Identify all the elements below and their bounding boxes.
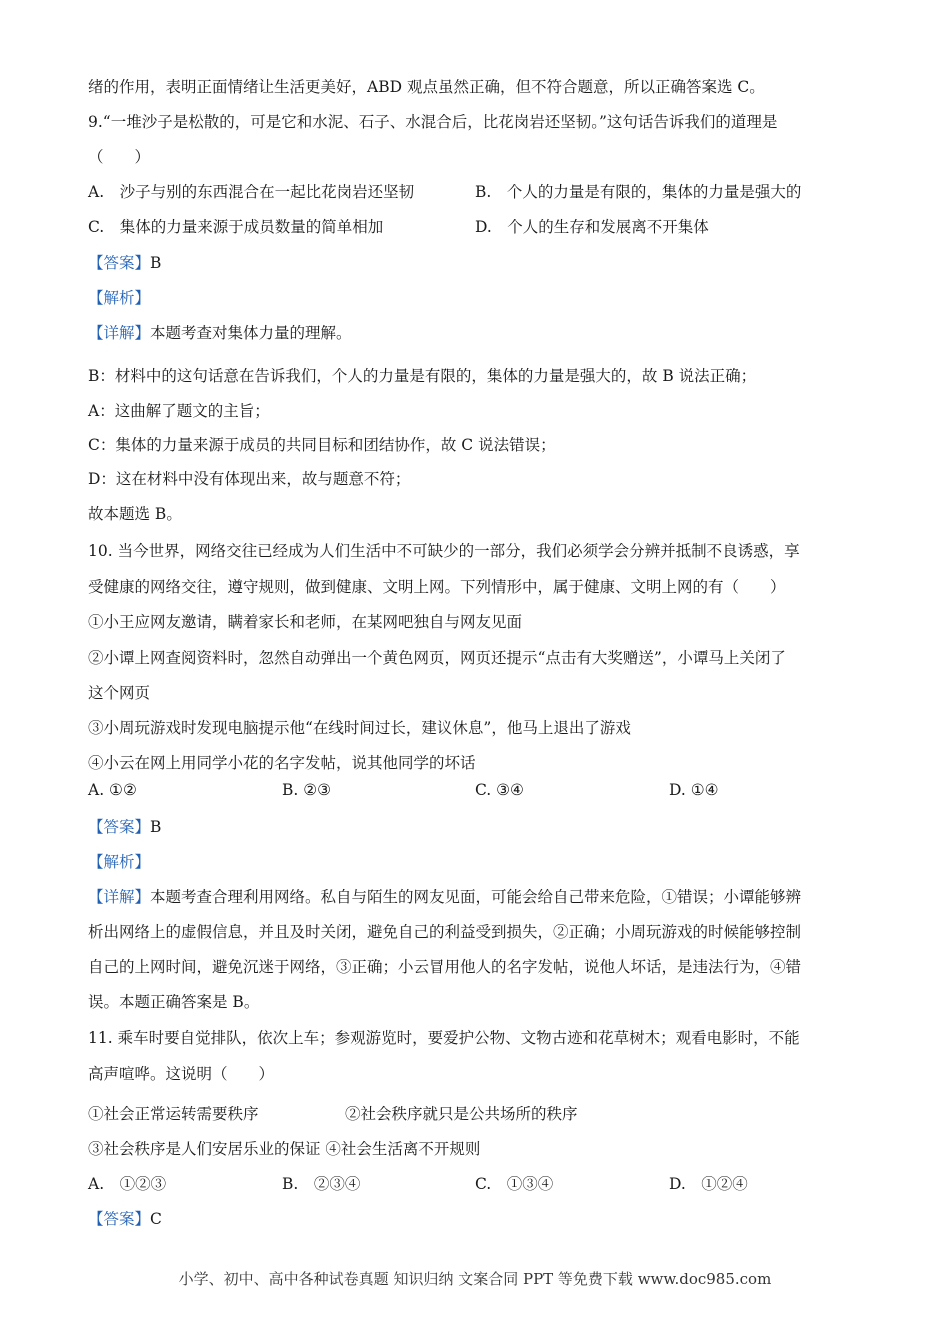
answer-option: C. ③④ [475,781,524,799]
answer-option: D. ①②④ [669,1175,748,1193]
text-line: ①小王应网友邀请，瞒着家长和老师，在某网吧独自与网友见面 [88,613,523,631]
text-line: （ ） [88,148,151,166]
page-footer: 小学、初中、高中各种试卷真题 知识归纳 文案合同 PPT 等免费下载 www.doc985.com [178,1270,772,1288]
answer-option: D. 个人的生存和发展离不开集体 [475,218,709,236]
text-line: 10. 当今世界，网络交往已经成为人们生活中不可缺少的一部分，我们必须学会分辨并抵制不良诱惑，享 [88,542,800,560]
text-line: 绪的作用，表明正面情绪让生活更美好，ABD 观点虽然正确，但不符合题意，所以正确答案选 C。 [88,78,765,96]
answer-option: D. ①④ [669,781,719,799]
tagged-line-text: C [150,1210,162,1228]
text-line: 受健康的网络交往，遵守规则，做到健康、文明上网。下列情形中，属于健康、文明上网的有（ ） [88,578,786,596]
tagged-line [88,816,890,838]
answer-option: C. 集体的力量来源于成员数量的简单相加 [88,218,384,236]
text-line: C：集体的力量来源于成员的共同目标和团结协作，故 C 说法错误； [88,436,556,454]
section-tag: 【答案】 [88,818,151,836]
text-line: ②小谭上网查阅资料时，忽然自动弹出一个黄色网页，网页还提示“点击有大奖赠送”，小谭马上关闭了 [88,649,786,667]
tagged-line [88,886,890,908]
tagged-line [88,287,890,309]
answer-option: A. ①② [88,781,137,799]
text-line: ④小云在网上用同学小花的名字发帖，说其他同学的坏话 [88,754,476,772]
answer-option: A. 沙子与别的东西混合在一起比花岗岩还坚韧 [88,183,415,201]
text-line: B：材料中的这句话意在告诉我们，个人的力量是有限的，集体的力量是强大的，故 B 说法正确； [88,367,757,385]
text-line: 故本题选 B。 [88,505,182,523]
text-line: D：这在材料中没有体现出来，故与题意不符； [88,470,411,488]
answer-option: C. ①③④ [475,1175,554,1193]
text-line: 自己的上网时间，避免沉迷于网络，③正确；小云冒用他人的名字发帖，说他人坏话，是违法行为，④错 [88,958,802,976]
tagged-line [88,322,890,344]
section-tag: 【解析】 [88,853,151,871]
text-line: 9.“一堆沙子是松散的，可是它和水泥、石子、水混合后，比花岗岩还坚韧。”这句话告诉我们的道理是 [88,113,778,131]
answer-option: A. ①②③ [88,1175,167,1193]
tagged-line [88,851,890,873]
text-line: A：这曲解了题文的主旨； [88,402,270,420]
text-line: 误。本题正确答案是 B。 [88,993,260,1011]
answer-option: B. 个人的力量是有限的，集体的力量是强大的 [475,183,802,201]
tagged-line-text: B [150,818,162,836]
text-line: 这个网页 [88,684,151,702]
text-line: 高声喧哗。这说明（ ） [88,1065,275,1083]
answer-option: ②社会秩序就只是公共场所的秩序 [345,1105,578,1123]
section-tag: 【详解】 [88,888,151,906]
tagged-line-text: 本题考查合理利用网络。私自与陌生的网友见面，可能会给自己带来危险，①错误；小谭能够辨 [150,888,802,906]
text-line: 11. 乘车时要自觉排队，依次上车；参观游览时，要爱护公物、文物古迹和花草树木；观看电影时，不能 [88,1029,800,1047]
tagged-line-text: B [150,254,162,272]
answer-option: ①社会正常运转需要秩序 [88,1105,259,1123]
section-tag: 【详解】 [88,324,151,342]
section-tag: 【答案】 [88,254,151,272]
answer-option: B. ②③④ [282,1175,361,1193]
section-tag: 【解析】 [88,289,151,307]
text-line: ③小周玩游戏时发现电脑提示他“在线时间过长，建议休息”，他马上退出了游戏 [88,719,631,737]
tagged-line-text: 本题考查对集体力量的理解。 [150,324,352,342]
tagged-line [88,252,890,274]
tagged-line [88,1208,890,1230]
answer-option: B. ②③ [282,781,332,799]
answer-option: ③社会秩序是人们安居乐业的保证 ④社会生活离不开规则 [88,1140,481,1158]
section-tag: 【答案】 [88,1210,151,1228]
text-line: 析出网络上的虚假信息，并且及时关闭，避免自己的利益受到损失，②正确；小周玩游戏的时候能够控制 [88,923,802,941]
